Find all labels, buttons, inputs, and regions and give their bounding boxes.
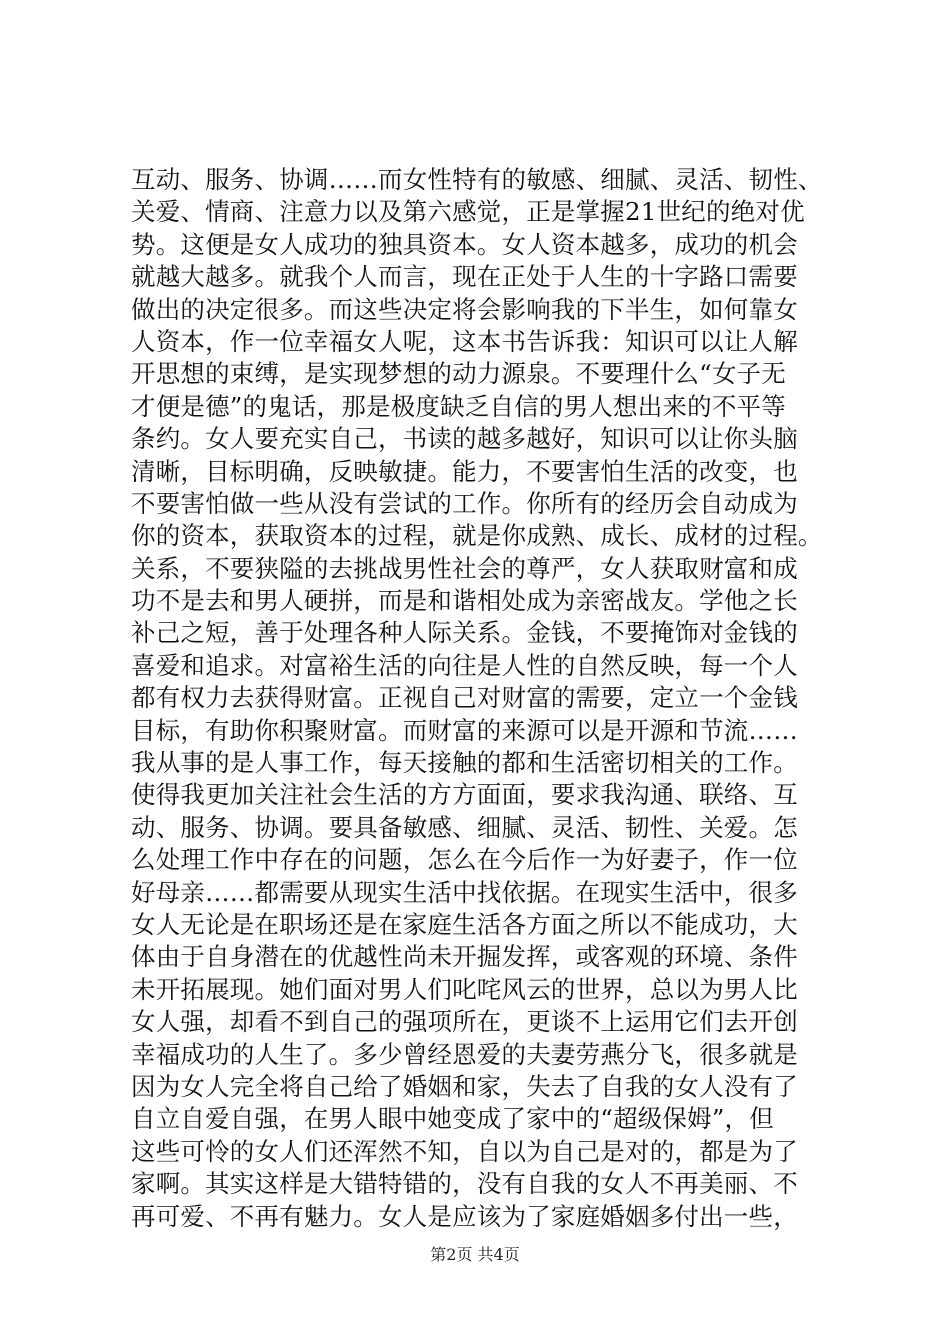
- text-line: 再可爱、不再有魅力。女人是应该为了家庭婚姻多付出一些，: [131, 1201, 798, 1231]
- text-line: 不要害怕做一些从没有尝试的工作。你所有的经历会自动成为: [131, 488, 798, 518]
- text-line: 目标，有助你积聚财富。而财富的来源可以是开源和节流……: [131, 715, 798, 745]
- text-line: 因为女人完全将自己给了婚姻和家，失去了自我的女人没有了: [131, 1071, 798, 1101]
- text-line: 才便是德”的鬼话，那是极度缺乏自信的男人想出来的不平等: [131, 391, 786, 421]
- text-line: 关爱、情商、注意力以及第六感觉，正是掌握21世纪的绝对优: [131, 197, 805, 227]
- text-line: 势。这便是女人成功的独具资本。女人资本越多，成功的机会: [131, 229, 798, 259]
- text-line: 你的资本，获取资本的过程，就是你成熟、成长、成材的过程。: [131, 521, 823, 551]
- text-line: 好母亲……都需要从现实生活中找依据。在现实生活中，很多: [131, 877, 798, 907]
- text-line: 互动、服务、协调……而女性特有的敏感、细腻、灵活、韧性、: [131, 165, 823, 194]
- text-line: 家啊。其实这样是大错特错的，没有自我的女人不再美丽、不: [131, 1169, 798, 1199]
- text-line: 条约。女人要充实自己，书读的越多越好，知识可以让你头脑: [131, 424, 798, 454]
- text-line: 功不是去和男人硬拼，而是和谐相处成为亲密战友。学他之长: [131, 586, 798, 616]
- text-line: 使得我更加关注社会生活的方方面面，要求我沟通、联络、互: [131, 780, 798, 810]
- text-line: 关系，不要狭隘的去挑战男性社会的尊严，女人获取财富和成: [131, 553, 798, 583]
- text-line: 补己之短，善于处理各种人际关系。金钱，不要掩饰对金钱的: [131, 618, 798, 648]
- text-line: 体由于自身潜在的优越性尚未开掘发挥，或客观的环境、条件: [131, 942, 798, 972]
- text-line: 女人强，却看不到自己的强项所在，更谈不上运用它们去开创: [131, 1007, 798, 1037]
- text-line: 我从事的是人事工作，每天接触的都和生活密切相关的工作。: [131, 748, 798, 778]
- text-line: 未开拓展现。她们面对男人们叱咤风云的世界，总以为男人比: [131, 974, 798, 1004]
- text-line: 喜爱和追求。对富裕生活的向往是人性的自然反映，每一个人: [131, 650, 798, 680]
- text-line: 清晰，目标明确，反映敏捷。能力，不要害怕生活的改变，也: [131, 456, 798, 486]
- text-line: 自立自爱自强，在男人眼中她变成了家中的“超级保姆”，但: [131, 1104, 774, 1134]
- text-line: 做出的决定很多。而这些决定将会影响我的下半生，如何靠女: [131, 294, 798, 324]
- text-line: 就越大越多。就我个人而言，现在正处于人生的十字路口需要: [131, 262, 798, 292]
- text-line: 动、服务、协调。要具备敏感、细腻、灵活、韧性、关爱。怎: [131, 812, 798, 842]
- body-text: [131, 164, 831, 1233]
- text-line: 人资本，作一位幸福女人呢，这本书告诉我：知识可以让人解: [131, 326, 798, 356]
- text-line: 女人无论是在职场还是在家庭生活各方面之所以不能成功，大: [131, 909, 798, 939]
- page-number-label: 第2页 共4页: [430, 1245, 520, 1264]
- page-footer: [0, 1242, 950, 1265]
- text-line: 开思想的束缚，是实现梦想的动力源泉。不要理什么“女子无: [131, 359, 786, 389]
- text-line: 幸福成功的人生了。多少曾经恩爱的夫妻劳燕分飞，很多就是: [131, 1039, 798, 1069]
- text-line: 都有权力去获得财富。正视自己对财富的需要，定立一个金钱: [131, 683, 798, 713]
- text-line: 这些可怜的女人们还浑然不知，自以为自己是对的，都是为了: [131, 1136, 798, 1166]
- text-line: 么处理工作中存在的问题，怎么在今后作一为好妻子，作一位: [131, 845, 798, 875]
